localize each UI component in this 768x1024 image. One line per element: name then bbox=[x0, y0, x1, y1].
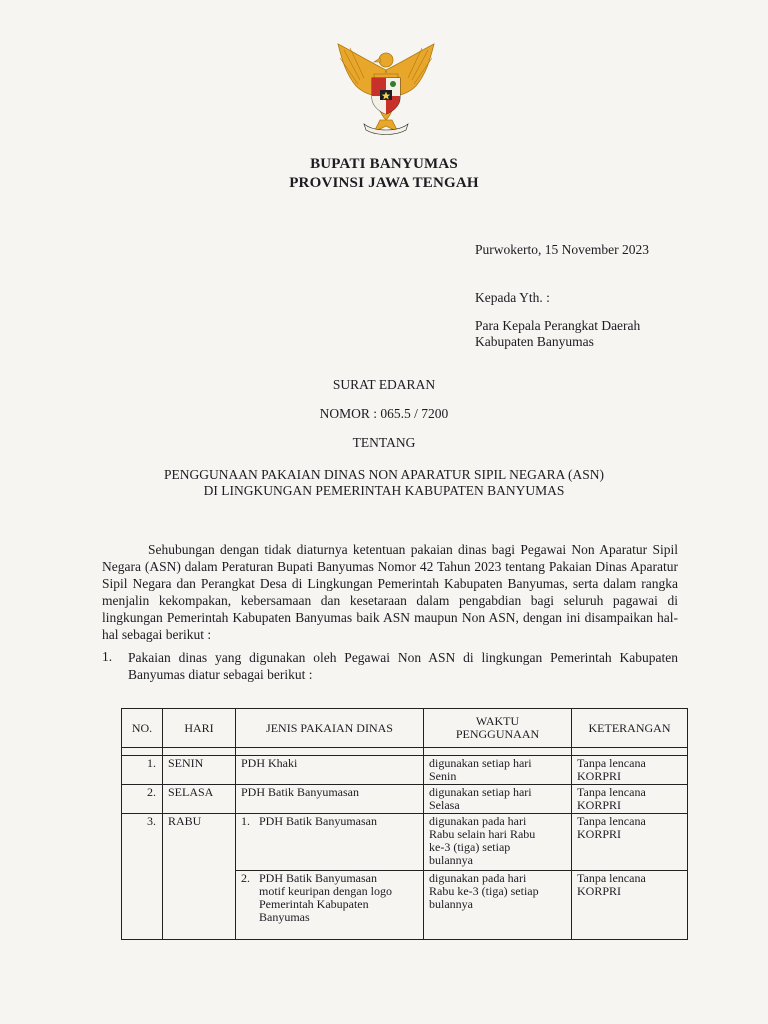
col-header-waktu bbox=[424, 709, 572, 748]
cell-jenis-sub bbox=[236, 814, 423, 829]
header-title-line2: PROVINSI JAWA TENGAH bbox=[289, 175, 479, 191]
cell-waktu: digunakan pada hari Rabu ke-3 (tiga) setiap bulannya bbox=[429, 871, 539, 911]
cell-keterangan: Tanpa lencana KORPRI bbox=[577, 814, 646, 841]
col-header-no: NO. bbox=[122, 709, 163, 748]
cell-no: 2. bbox=[147, 785, 156, 799]
recipient-line2: Kabupaten Banyumas bbox=[475, 334, 594, 349]
cell-keterangan: Tanpa lencana KORPRI bbox=[577, 756, 646, 783]
recipient-label: Kepada Yth. : bbox=[475, 290, 550, 305]
body-paragraph-text: Sehubungan dengan tidak diaturnya ketentuan pakaian dinas bagi Pegawai Non Aparatur Sipil Negara (ASN) dalam Peraturan Bupati Banyumas Nomor 42 Tahun 2023 tentang Pakaian Dinas Aparatur Sipil Negara dan Perangkat Desa di Lingkungan Pemerintah Kabupaten Banyumas, serta dalam rangka menjalin kekompakan, kebersamaan dan kesetaraan dalam pengabdian bagi seluruh pagawai di lingkungan Pemerintah Kabupaten Banyumas baik ASN maupun Non ASN, dengan ini disampaikan hal-hal sebagai berikut : bbox=[102, 542, 678, 642]
cell-no: 3. bbox=[147, 814, 156, 828]
list-item-number: 1. bbox=[102, 649, 113, 664]
col-header-jenis: JENIS PAKAIAN DINAS bbox=[236, 709, 424, 748]
cell-no: 1. bbox=[147, 756, 156, 770]
col-header-hari: HARI bbox=[163, 709, 236, 748]
doc-subject-line1: PENGGUNAAN PAKAIAN DINAS NON APARATUR SIPIL NEGARA (ASN) bbox=[164, 467, 604, 482]
cell-waktu: digunakan setiap hari Selasa bbox=[429, 785, 532, 812]
place-date: Purwokerto, 15 November 2023 bbox=[475, 242, 649, 257]
table-header-row bbox=[122, 709, 688, 748]
cell-hari: RABU bbox=[168, 814, 202, 828]
cell-jenis: PDH Khaki bbox=[241, 756, 298, 770]
sub-item-number: 2. bbox=[241, 871, 250, 885]
sub-item-text: PDH Batik Banyumasan motif keuripan dengan logo Pemerintah Kabupaten Banyumas bbox=[259, 871, 392, 924]
doc-type: SURAT EDARAN bbox=[332, 377, 436, 392]
cell-hari: SENIN bbox=[168, 756, 204, 770]
garuda-emblem-icon bbox=[330, 40, 442, 140]
cell-waktu: digunakan setiap hari Senin bbox=[429, 756, 532, 783]
table-spacer-row bbox=[122, 748, 688, 756]
header-title-line1: BUPATI BANYUMAS bbox=[310, 156, 458, 172]
list-item-text: Pakaian dinas yang digunakan oleh Pegawai Non ASN di lingkungan Pemerintah Kabupaten Banyumas diatur sebagai berikut : bbox=[128, 650, 678, 682]
sub-item-text: PDH Batik Banyumasan bbox=[259, 814, 377, 828]
sub-item-number: 1. bbox=[241, 814, 250, 828]
recipient-line1: Para Kepala Perangkat Daerah bbox=[475, 318, 641, 333]
doc-subject-line2: DI LINGKUNGAN PEMERINTAH KABUPATEN BANYUMAS bbox=[203, 483, 565, 498]
cell-jenis-sub bbox=[236, 871, 423, 925]
cell-keterangan: Tanpa lencana KORPRI bbox=[577, 871, 646, 898]
doc-about: TENTANG bbox=[352, 435, 416, 450]
cell-hari: SELASA bbox=[168, 785, 214, 799]
col-header-keterangan: KETERANGAN bbox=[572, 709, 688, 748]
cell-waktu: digunakan pada hari Rabu selain hari Rabu ke-3 (tiga) setiap bulannya bbox=[429, 814, 536, 867]
cell-jenis: PDH Batik Banyumasan bbox=[241, 785, 359, 799]
cell-keterangan: Tanpa lencana KORPRI bbox=[577, 785, 646, 812]
col-header-waktu-text: WAKTU PENGGUNAAN bbox=[455, 714, 540, 741]
table-row bbox=[122, 785, 688, 814]
table-row bbox=[122, 756, 688, 785]
doc-number: NOMOR : 065.5 / 7200 bbox=[319, 406, 449, 421]
table-row bbox=[122, 814, 688, 871]
body-paragraph bbox=[102, 541, 678, 643]
dress-code-table bbox=[121, 708, 688, 940]
